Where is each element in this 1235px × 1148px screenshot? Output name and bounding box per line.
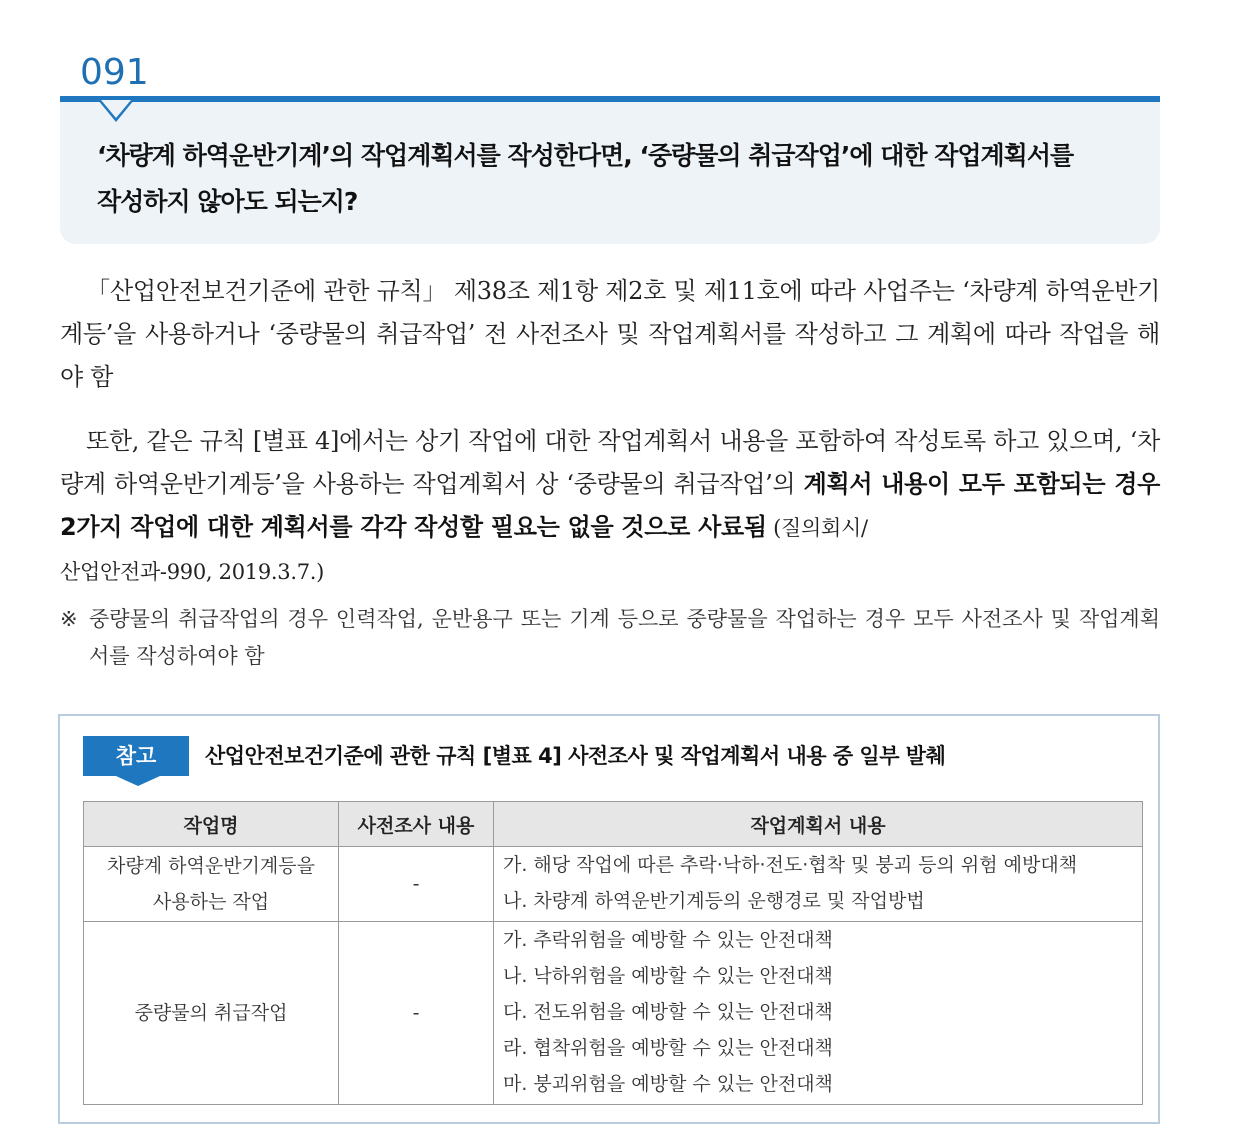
plan-item: 가. 추락위험을 예방할 수 있는 안전대책 bbox=[503, 929, 833, 951]
question-text-line-1: ‘차량계 하역운반기계’의 작업계획서를 작성한다면, ‘중량물의 취급작업’에 대한 작업계획서를 bbox=[97, 141, 1074, 170]
question-text-line-2: 작성하지 않아도 되는지? bbox=[97, 187, 358, 216]
plan-item: 마. 붕괴위험을 예방할 수 있는 안전대책 bbox=[503, 1073, 833, 1095]
task-name-cell: 중량물의 취급작업 bbox=[84, 922, 339, 1105]
plan-item: 라. 협착위험을 예방할 수 있는 안전대책 bbox=[503, 1037, 833, 1059]
note bbox=[60, 601, 1160, 675]
column-header-plan: 작업계획서 내용 bbox=[494, 802, 1143, 847]
question-text bbox=[97, 133, 1147, 225]
plan-cell bbox=[494, 847, 1143, 922]
note-text: 중량물의 취급작업의 경우 인력작업, 운반용구 또는 기계 등으로 중량물을 작업하는 경우 모두 사전조사 및 작업계획서를 작성하여야 함 bbox=[89, 607, 1160, 668]
survey-cell: - bbox=[339, 922, 494, 1105]
answer-conclusion: 계획서 내용이 모두 포함되는 경우 2가지 작업에 대한 계획서를 각각 작성할 필요는 없을 것으로 사료됨 bbox=[60, 470, 1160, 541]
table-row bbox=[84, 922, 1143, 1105]
survey-cell: - bbox=[339, 847, 494, 922]
table-row bbox=[84, 847, 1143, 922]
answer-source: (질의회시/ bbox=[766, 516, 868, 540]
column-header-survey: 사전조사 내용 bbox=[339, 802, 494, 847]
task-name-line: 사용하는 작업 bbox=[152, 891, 270, 913]
reference-table bbox=[83, 801, 1143, 1105]
answer-paragraph-1 bbox=[60, 270, 1160, 399]
answer-paragraph-2 bbox=[60, 420, 1160, 594]
task-name-line: 차량계 하역운반기계등을 bbox=[107, 855, 315, 877]
plan-item: 다. 전도위험을 예방할 수 있는 안전대책 bbox=[503, 1001, 833, 1023]
answer-source-ref: 산업안전과-990, 2019.3.7.) bbox=[60, 560, 325, 584]
plan-cell bbox=[494, 922, 1143, 1105]
table-header-row bbox=[84, 802, 1143, 847]
reference-title: 산업안전보건기준에 관한 규칙 [별표 4] 사전조사 및 작업계획서 내용 중 일부 발췌 bbox=[205, 744, 946, 768]
answer-paragraph-2-intro: 또한, 같은 규칙 [별표 4]에서는 상기 작업에 대한 작업계획서 내용을 포함하여 작성토록 하고 있으며, ‘차량계 하역운반기계등’을 사용하는 작업계획서 상 ‘중량물의 취급작업’의 bbox=[60, 427, 1160, 498]
column-header-task: 작업명 bbox=[84, 802, 339, 847]
question-pointer-inner bbox=[101, 100, 131, 118]
note-mark: ※ bbox=[60, 607, 78, 631]
plan-item: 나. 차량계 하역운반기계등의 운행경로 및 작업방법 bbox=[503, 890, 925, 912]
answer-paragraph-1-text: 「산업안전보건기준에 관한 규칙」 제38조 제1항 제2호 및 제11호에 따라 사업주는 ‘차량계 하역운반기계등’을 사용하거나 ‘중량물의 취급작업’ 전 사전조사 및 작업계획서를 작성하고 그 계획에 따라 작업을 해야 함 bbox=[60, 277, 1160, 391]
task-name-cell bbox=[84, 847, 339, 922]
reference-tag: 참고 bbox=[83, 736, 189, 776]
question-number: 091 bbox=[80, 52, 149, 93]
plan-item: 가. 해당 작업에 따른 추락·낙하·전도·협착 및 붕괴 등의 위험 예방대책 bbox=[503, 854, 1078, 876]
reference-box bbox=[58, 714, 1160, 1124]
reference-tag-pointer bbox=[116, 776, 160, 786]
plan-item: 나. 낙하위험을 예방할 수 있는 안전대책 bbox=[503, 965, 833, 987]
